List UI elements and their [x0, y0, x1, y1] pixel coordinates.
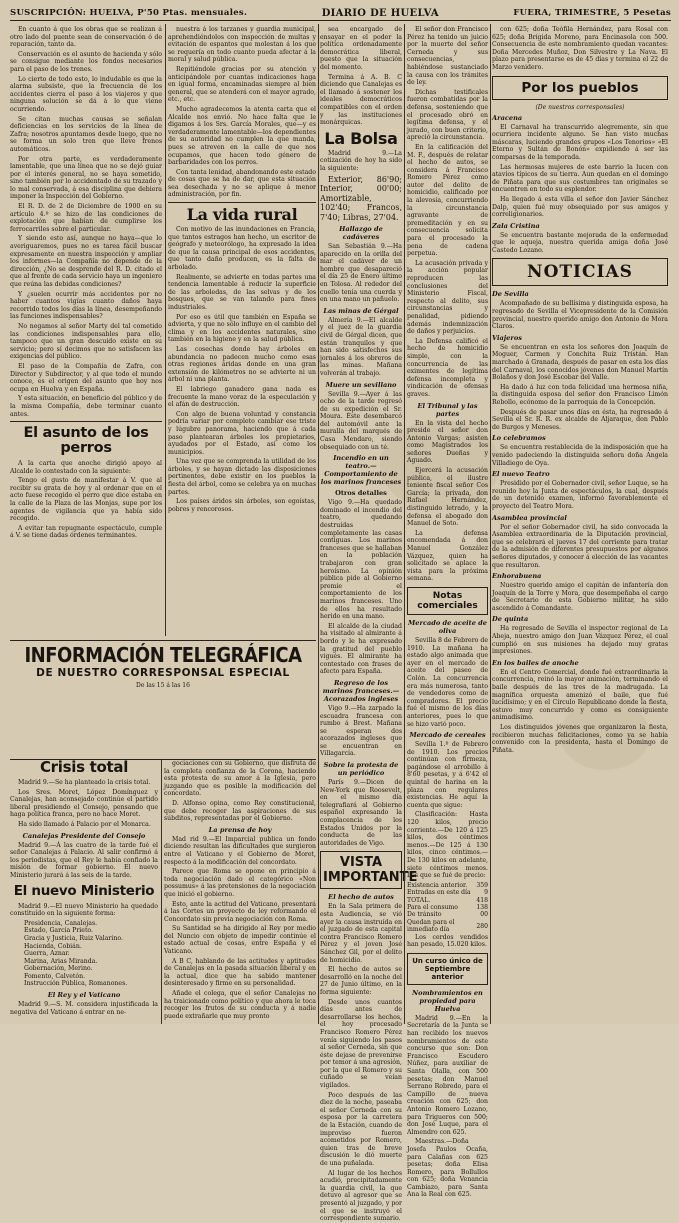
table-cell-value: 280	[476, 922, 488, 930]
news-item	[492, 615, 668, 655]
article-paragraph: Madrid 9.—Á las cuatro de la tarde fué el señor Canalejas á Palacio. Al salir confirmó á los periodistas, que el Rey le había confiado la misión de formar gobierno. El nuevo Ministerio jurará á las seis de la tarde.	[10, 841, 158, 879]
column-rule	[318, 24, 319, 1024]
subhead: Nombramientos en propiedad para Huelva	[412, 988, 483, 1013]
table-cell-label: Entradas en este día	[407, 889, 471, 897]
minister-line: Guerra, Aznar.	[24, 950, 70, 958]
headline-vista-importante: VISTA IMPORTANTE	[320, 851, 402, 889]
article-paragraph: Repitiéndole gracias por su atención y anticipándole por cuantas indicaciones haga en igual forma, encaminadas siempre al bien general, que se atenderá con el mayor agrado, etc., etc.	[168, 65, 316, 104]
article-paragraph: Y esta situación, en beneficio del público y de la misma Compañía, debe terminar cuanto antes.	[10, 395, 162, 418]
article-paragraph: El labriego ganadero gana nada es frecuente la mano voraz de la especulación y el afán de destrucción.	[168, 385, 316, 409]
article-paragraph: El Carnaval ha transcurrido alegremente, sin que ocurriera incidente alguno. Se han visto muchas máscaras, luciendo grandes grupos «Los Tenorios» «El Eterno y Sultán de Bonón» expidiendo á ser las comparsas de la temporada.	[492, 123, 668, 161]
column-4-content	[492, 26, 668, 1022]
news-item-title: Enhorabuena	[492, 572, 542, 581]
table-row	[407, 882, 488, 889]
article-paragraph: El paso de la Compañía de Zafra, con Director y Subdirector, y al que todo el mundo conoce, es el origen del asunto que hoy nos ocupa en Huelva y en España.	[10, 362, 162, 393]
article-paragraph: La Defensa calificó el hecho de homicidio simple, con la concurrencia de las eximentes de legítima defensa incompleta y vindicación de ofensas graves.	[407, 337, 488, 398]
banner-title: INFORMACIÓN TELEGRÁFICA	[24, 643, 302, 667]
news-item	[492, 334, 668, 382]
subhead: Mercado de cereales	[409, 731, 486, 740]
banner-time: De las 15 á las 16	[136, 682, 190, 689]
news-item-title: En los bailes de anoche	[492, 658, 579, 667]
article-paragraph: Dichas testificales fueron combatidas por la defensa, sosteniendo que el procesado obró en legítima defensa, y el jurado, con buen criterio, apreció la circunstancia.	[407, 88, 488, 142]
article-paragraph: Poco después de las diez de la noche, paseaba el señor Cerneda con su esposa por la carretera de la Estación, cuando de improviso fueron acometidos por Romero, quien tras de breve discusión le dió muerte de una puñalada.	[320, 1091, 402, 1167]
news-item	[492, 290, 668, 330]
article-paragraph: El R. D. de 2 de Diciembre de 1900 en su artículo 4.º se hizo de las condiciones de explotación que habían de cumplirse los ferrocarriles sobre el particular.	[10, 203, 162, 233]
subhead: Regreso de los marinos franceses.—Acorazados ingleses	[322, 678, 400, 703]
article-paragraph: En la vista del hecho preside el señor don Antonio Vargas; asisten como Magistrados los señores Dueñas y Aguado.	[407, 419, 488, 465]
minister-line: Gobernación, Merino.	[24, 965, 93, 973]
subhead: La prensa de hoy	[208, 825, 272, 834]
news-item	[492, 470, 668, 510]
subhead: El Tribunal y las partes	[417, 401, 478, 418]
article-paragraph: Madrid 9.—Se ha planteado la crisis total.	[18, 779, 151, 786]
minister-line: Hacienda, Cobián.	[24, 942, 82, 950]
article-paragraph: Una vez que se comprenda la utilidad de los árboles, y se hayan dictado las disposiciones pertinentes, debe existir en los pueblos la fiesta del árbol, como se celebra ya en muchas partes.	[168, 458, 316, 496]
news-item-title: Asamblea provincial	[492, 513, 567, 522]
subhead: Las minas de Gérgal	[323, 306, 399, 315]
headline-notas-comerciales: Notas comerciales	[407, 587, 488, 615]
subhead: Muere un sevillano	[325, 380, 397, 389]
column-telegraph-2	[164, 760, 316, 1022]
article-paragraph: El alcalde de la ciudad ha visitado al almirante á bordo y le ha expresado la gratitud del pueblo vigués. El almirante ha contestado con frases de afecto para España.	[320, 622, 402, 676]
news-item-body: Presidido por el Gobernador civil, señor Luque, se ha reunido hoy la Junta de espectáculos, la cual, después de un detenido examen, informó favorablemente el proyecto del Teatro Mora.	[492, 480, 668, 510]
headline-noticias: NOTICIAS	[492, 258, 668, 286]
article-paragraph: Ha sido llamado á Palacio por el Monarca.	[18, 820, 151, 828]
minister-line: Presidencia, Canalejas.	[24, 919, 98, 927]
subhead: Canalejas Presidente del Consejo	[22, 831, 146, 840]
article-paragraph: Termina á A. B. C diciendo que Canalejas es el llamado á sostener los ideales democráticos compatibles con el orden y las instituciones monárquicas.	[320, 73, 402, 127]
news-item-title: El nuevo Teatro	[492, 470, 550, 479]
column-3	[320, 26, 418, 1223]
article-paragraph: París 9.—Dicen de New-York que Roosevelt, en el mismo día telegrafiará al Gobierno español expresando la complacencia de los Estados Unidos por la conducta de las autoridades de Vigo.	[320, 779, 402, 847]
subscription-local: SUSCRIPCIÓN: HUELVA, P'50 Ptas. mensuales.	[10, 8, 248, 18]
table-cell-value: 9	[484, 889, 488, 897]
news-item	[492, 409, 668, 432]
article-paragraph: A B C, hablando de las actitudes y aptitudes de Canalejas en la pasada situación liberal y en la actual, dice que ha sabido mantener desinteresado y firme en su personalidad.	[164, 957, 316, 988]
news-item	[492, 659, 668, 722]
column-rule	[404, 24, 405, 1024]
table-cell-label: De tránsito	[407, 911, 442, 919]
subhead: Sobre la protesta de un periódico	[323, 761, 399, 778]
article-paragraph: Mad rid 9.—El Imparcial publica un fondo diciendo resultan las dificultades que surgieron entre el Vaticano y el Gobierno de Moret, respecto á la modificación del concordato.	[164, 835, 316, 866]
article-paragraph: Por otra parte, es verdaderamente lamentable, que una línea que no se dejó guiar por el interés general, no se haya sometido, sino también por lo accidentado de su trazado y lo mal conservada, á esa disciplina que debiera imponer la Inspección del Gobierno.	[10, 155, 162, 201]
livestock-table	[407, 882, 488, 934]
masthead-bar	[10, 6, 671, 21]
stock-quote: Exterior, 86'90; Interior, 00'00; Amortizable, 102'40; Francos, 7'40; Libras, 27'04.	[320, 174, 402, 222]
column-telegraph-1	[10, 760, 158, 1022]
headline-bolsa: La Bolsa	[324, 128, 398, 148]
headline-curso-unico: Un curso único de Septiembre anterior	[407, 953, 488, 985]
article-paragraph: Lo cierto de todo esto, lo indudable es que la alarma subsiste, que la frecuencia de los accidentes cierra el paso á los viajeros y que ninguna solución se dá á lo que viene ocurriendo.	[10, 75, 162, 113]
article-paragraph: No negamos al señor Marty del tal cometido las condiciones indispensables para ello, tampoco que un gran descuido existe en su servicio; pero sí decimos que no satisfacen las exigencias del público.	[10, 322, 162, 361]
headline-por-los-pueblos: Por los pueblos	[492, 76, 668, 100]
headline-vida-rural: La vida rural	[186, 205, 298, 225]
news-item-body: Nuestro querido amigo el capitán de infantería don Joaquín de la Torre y Mora, que desempeñaba el cargo de Secretario de esta Gobierno militar, ha sido ascendido á Comandante.	[492, 582, 668, 612]
subhead: Otros detalles	[335, 489, 387, 498]
minister-line: Fomento, Calvetón.	[24, 972, 86, 980]
news-item-title: Viajeros	[492, 333, 522, 342]
article-paragraph: A la carta que anoche dirigió apoyo al Alcalde lo contestado con la siguiente:	[10, 460, 162, 475]
banner-subtitle: DE NUESTRO CORRESPONSAL ESPECIAL	[36, 667, 290, 679]
table-row	[407, 897, 488, 904]
table-cell-label: Existencia anterior.	[407, 881, 468, 889]
article-paragraph: Las cosechas donde hay árboles en abundancia no padecen mucho como esas otras regiones áridas donde en una gran extensión de kilómetros no se advierte ni un árbol ni una planta.	[168, 345, 316, 384]
subhead: Zala Cristina	[492, 221, 540, 230]
table-row	[407, 919, 488, 934]
subhead: Aracena	[492, 113, 523, 122]
table-cell-label: Para el consumo	[407, 904, 458, 911]
article-paragraph: La acusación privada y la acción popular reproducen las conclusiones del Ministerio Fiscal, respecto al delito, sus circunstancias y penalidad, pidiendo además indemnización de daños y perjuicios.	[407, 259, 488, 336]
article-paragraph: Vigo 9.—Ha zarpado la escuadra francesa con rumbo á Brest. Mañana se esperan dos acorazados ingleses que se encuentran en Villagarcía.	[320, 704, 402, 758]
news-item	[492, 384, 668, 407]
article-paragraph: Se citan muchas causas se señalan deficiencias en los servicios de la línea de Zafra; nosotros apuntamos desde luego, que no se forma un solo tren que lleve frenos automáticos.	[10, 115, 162, 153]
article-paragraph: Con algo de buena voluntad y constancia podría variar por completo cambiar ese triste y lúgubre panorama, haciendo que á cada paso plantearan árboles los propietarios, ayudados por el Estado, así como los municipios.	[168, 410, 316, 456]
headline-crisis: Crisis total	[39, 758, 129, 776]
article-paragraph: sea encargado de ensayar en el poder la política ordenadamente democrática liberal, puesto que la situación del momento.	[320, 26, 402, 71]
news-item-body: Por el señor Gobernador civil, ha sido convocada la Asamblea extraordinaria de la Diputación provincial, que se celebrará el jueves 17 del corriente para tratar de la admisión de diferentes presupuestos por algunos señores diputados, y conocer á elección de las vacantes que resultaron.	[492, 523, 668, 569]
news-item-title: De quinta	[492, 615, 529, 624]
table-cell-label: Quedan para el inmediato día	[407, 918, 455, 934]
table-cell-value: 418	[476, 896, 488, 904]
article-paragraph: Madrid 9.—La cotización de hoy ha sido la siguiente:	[320, 149, 402, 172]
newspaper-title: DIARIO DE HUELVA	[321, 7, 439, 19]
article-paragraph: Madrid 9.—En la Secretaría de la Junta se han recibido los nuevos nombramientos de este concurso que son: Don Francisco Escudero Núñez, para auxiliar de Santa Olalla, con 500 pesetas; don Manuel Serrano Robredo, para el Campillo de nueva creación con 625; don Antonio Romero Lozano, para Trigueros con 500; don José Luque, para el Almendro con 625.	[407, 1014, 488, 1136]
table-row	[407, 889, 488, 896]
article-paragraph: San Sebastián 9.—Ha aparecido en la orilla del mar el cadáver de un hombre que desapareció el día 25 de Enero último en Tolosa. Al rededor del cuello tenía una cuerda y en una mano un pañuelo.	[320, 243, 402, 304]
article-paragraph: Maestras.—Doña Josefa Paulos Ocaña, para Calañas con 625 pesetas; doña Elisa Romero, para Bollullos con 625; doña Venancia Cambiazo, para Santa Ana la Real con 625.	[407, 1138, 488, 1199]
subhead: El Rey y el Vaticano	[47, 991, 121, 1000]
article-paragraph: Esto, ante la actitud del Vaticano, presentará á las Cortes un proyecto de ley reformando el Concordato sin previa negociación con Roma.	[164, 900, 316, 923]
article-paragraph: Mucho agradecemos la atenta carta que el Alcalde nos envió. No hace falta que le digamos á los Srs. García Morales, que—y es verdaderamente lamentable—los dependientes de su autoridad no cumplen la que manda, pues se atreven en la calle de que nos ocupamos, que hacen todo género de barbaridades con los perros.	[168, 105, 316, 167]
article-paragraph: Clasificación: Hasta 120 kilos, precio corriente.—De 120 á 125 kilos, dos céntimos menos.—De 125 á 130 kilos, cinco céntimos.—De 130 kilos en adelante, siete céntimos menos. Los que se fué de precio:	[407, 811, 488, 880]
news-item	[492, 724, 668, 754]
article-paragraph: Conservación es el asunto de hacienda y sólo se consigue mediante los fondos necesarios para el paso de los trenes.	[10, 50, 162, 73]
table-cell-value: 138	[476, 904, 488, 911]
article-paragraph: La defensa encomendada á don Manuel González Vázquez, quien ha solicitado se aplace la vista para la próxima semana.	[407, 529, 488, 583]
news-item-body: Ha dado á luz con toda felicidad una hermosa niña, la distinguida esposa del señor don Francisco Limón Rebollo, ecónomo de la parroquia de la Concepción.	[492, 383, 668, 406]
article-paragraph: Se encuentra bastante mejorada de la enfermedad que le aqueja, nuestra querida amiga doña José Castedo Lozano.	[492, 231, 668, 254]
subhead: El hecho de autos	[328, 893, 394, 902]
article-paragraph: Sevilla 8 de Febrero de 1910. La mañana ha estado algo animada que ayer en el mercado de aceite del paseo de Colón. La concurrencia era más numerosa, tanto de vendedores como de compradores. El precio fué el mismo de los días anteriores, pues lo que se hizo varió poco.	[407, 636, 488, 728]
article-paragraph: Y siendo esto así, aunque no haya—que lo averiguaremos, pues no es tarea fácil buscar expresamente en nuestra inspección y ampliar los informes—la Compañía no depende de la dirección, ¿No se desprende del R. D. citado el que al frente de cada servicio haya un ingeniero que reúna las debidas condiciones?	[10, 235, 162, 288]
news-item-title: Lo celebramos	[492, 434, 546, 443]
news-item	[492, 514, 668, 570]
article-paragraph: Sevilla 9.—Ayer á las ocho de la tarde regresó de su expedición el Sr. Moura. Éste desembarcó del automóvil ante la muralla del marqués de Casa Mendaro, siendo obsequiado con un té.	[320, 390, 402, 451]
headline-perros: El asunto de los perros	[23, 425, 149, 457]
article-paragraph: Los cerdos vendidos han pesado, 15.020 kilos.	[407, 933, 488, 949]
column-rule	[490, 24, 491, 1024]
article-paragraph: Con tanta lenidad, abandonando este estado de cosas que se ha de dar, que esta situación sea desechada y no se aplique á menor administración, por fin.	[168, 168, 316, 199]
news-item-body: Acompañado de su bellísima y distinguida esposa, ha regresado de Sevilla el Vicepresidente de la Comisión provincial, nuestro querido amigo don Antonio de Mora Claros.	[492, 300, 668, 331]
article-paragraph: Madrid 9.—S. M. considera injustificada la negativa del Vaticano á entrar en ne-	[10, 1001, 158, 1016]
column-rule	[165, 24, 166, 636]
article-paragraph: En la calificación del M. F., después de relatar el hecho de autos, se considera á Francisco Romero Pérez como autor del delito de homicidio, calificado por la alevosía, concurriendo la circunstancia agravante de premeditación y en su consecuencia solicita para el procesado la pena de cadena perpetua.	[407, 143, 488, 258]
telegraphic-banner	[10, 640, 316, 760]
table-cell-value: 359	[476, 881, 488, 889]
article-paragraph: D. Alfonso opina, como Rey constitucional, que debe recoger las aspiraciones de sus súbditos, representadas por el Gobierno.	[164, 799, 316, 823]
article-paragraph: Las hermosas mujeres de este barrio la lucen con atavíos típicos de su tierra. Aun quedan en el domingo de Piñata para que sus costumbres tan originales se encuentren en todo su esplendor.	[492, 163, 668, 194]
article-paragraph: Ha llegado á esta villa el señor don Javier Sánchez Dalp, quien fué muy obsequiado por sus amigos y correligionarios.	[492, 195, 668, 219]
article-paragraph: Ejercerá la acusación pública, el ilustre teniente fiscal señor Cos García; la privada, don Rafael Hernández, distinguido letrado, y la defensa el abogado don Manuel de Soto.	[407, 467, 488, 528]
column-4a	[492, 26, 668, 1022]
table-row	[407, 904, 488, 911]
article-paragraph: Los Sres. Moret, López Domínguez y Canalejas, han aconsejado continúe el partido liberal presidiendo el Consejo, pensando que haga política franca, pero no hace Moret.	[10, 788, 158, 819]
column-rule	[161, 760, 162, 1024]
column-2	[168, 26, 316, 626]
article-paragraph: Tengo el gusto de manifestar á V. que al recibir su grata de hoy y al ordenar que en el acto fuese recogido el perro que dice estaba en la calle de la Plaza de las Monjas, supe por los agentes de vigilancia que ya había sido recogido.	[10, 477, 162, 523]
subscription-outside: FUERA, TRIMESTRE, 5 Pesetas	[513, 8, 671, 18]
table-row	[407, 911, 488, 918]
minister-line: Estado, García Prieto.	[24, 927, 94, 935]
divider	[168, 202, 316, 203]
article-paragraph: Madrid 9.—El nuevo Ministerio ha quedado constituído en la siguiente forma:	[10, 902, 158, 918]
news-item-body: Ha regresado de Sevilla el inspector regional de La Abeja, nuestro amigo don Juan Vázquez Pérez, el cual cumplió en sus misiones ha dejado muy gratas impresiones.	[492, 625, 668, 656]
article-paragraph: El señor don Francisco Pérez ha tenido un juicio por la muerte del señor Cerneda y sus consecuencias, habiéndose sustanciado la causa con los trámites de ley.	[407, 26, 488, 87]
minister-line: Marina, Arias Miranda.	[24, 957, 98, 965]
subhead: Incendio en un teatro.—Comportamiento de los marinos franceses	[320, 454, 402, 487]
column-1	[10, 26, 162, 626]
news-item-body: Después de pasar unos días en ésta, ha regresado á Sevilla el Sr. R. R. ex alcalde de Aljaraque, don Pablo de Burgos y Meneses.	[492, 408, 668, 431]
article-paragraph: Su Santidad se ha dirigido al Rey por medio del Nuncio con objeto de impedir continúe el estado actual de cosas, entre España y el Vaticano.	[164, 925, 316, 956]
article-paragraph: Por eso es útil que también en España se advierta, y que no sólo influye en el cambio del clima y en los accidentes naturales, sino también en la higiene y en la salud pública.	[168, 313, 316, 344]
news-item-title: De Sevilla	[492, 290, 529, 299]
article-paragraph: Vigo 9.—Ha quedado dominado el incendio del teatro, quedando destruídas completamente las casas contiguas. Los marinos franceses que se hallaban en la población trabajaron con gran heroísmo. La opinión pública pide al Gobierno premie el comportamiento de los marinos franceses. Uno de ellos ha resultado herido en una mano.	[320, 499, 402, 621]
article-paragraph: nuestra á los tarzanes y guardia municipal, aprehendiéndolos con inspección de multas y evitación de espantos que molestan á los que se requería en todo cuanto pueda afectar á la moral y salud pública.	[168, 26, 316, 64]
article-paragraph: Y ¿suelen ocurrir más accidentes por no haber cuantos vigías cuanto daños haya recorrido todos los días la línea, desempeñando las funciones indispensables?	[10, 290, 162, 321]
article-paragraph: En la Sala primera de esta Audiencia, se vió ayer la causa instruída en el juzgado de esta capital contra Francisco Romero Pérez y el joven José Sánchez Gil, por el delito de homicidio.	[320, 903, 402, 964]
article-paragraph: Sevilla 1.º de Febrero de 1910. Los precios continúan con firmeza, pagándose el arrobillo á 8'60 pesetas, y á 6'42 el quintal de harina en la plaza con regulares existencias. He aquí la cuenta que sigue:	[407, 741, 488, 809]
news-item	[492, 434, 668, 467]
headline-ministerio: El nuevo Ministerio	[13, 882, 155, 899]
article-paragraph: con 625; doña Teófila Hernández, para Rosal con 625; doña Brígida Moreno, para Encinasola con 500. Consecuencia de este nombramiento quedan vacantes: Doña Mercedes Muñoz, Don Silvestre y La Nava. El plazo para presentarse es de 45 días y termina el 22 de Marzo venidero.	[492, 26, 668, 71]
article-paragraph: El hecho de autos se desarrolló en la noche del 27 de Junio último, en la forma siguiente:	[320, 966, 402, 996]
article-paragraph: Almería 9.—El alcalde y el juez de la guardia civil de Gérgal dicen, que están tranquilos y que han sido satisfechos sus jornales á los obreros de las minas. Mañana volverán al trabajo.	[320, 316, 402, 377]
subhead: Mercado de aceite de oliva	[408, 618, 487, 635]
news-item-body: Los distinguidos jóvenes que organizaron la fiesta, recibieron muchas felicitaciones, como ya se había convenido con la presidenta, hasta el Domingo de Piñata.	[492, 724, 668, 754]
table-cell-value: 00	[480, 911, 488, 919]
news-item-body: En el Centro Comercial, donde fué extraordinaria la concurrencia, reinó la mayor animación, terminando el baile después de las tres de la madrugada. La magnífica orquesta amenizó el baile, que fué lucidísimo; y en el Círculo Republicano donde la fiesta, estuvo muy concurrido y como es consiguiente animadísimo.	[492, 668, 668, 722]
column-4-inner	[492, 26, 668, 754]
article-paragraph: Parece que Roma se opone en principio á toda negociación dado el categórico «Non possumus» á las pretensiones de la negociación que inició el gobierno.	[164, 868, 316, 898]
news-item	[492, 572, 668, 612]
article-paragraph: Desde unos cuantos días antes de desarrollarse los hechos, el hoy procesado Francisco Romero Pérez venía siguiendo los pasos al señor Cerneda, sin que éste dejase de prevenirse por temor á una agresión, por la que el Romero y su cuñado se veían vigilados.	[320, 998, 402, 1090]
news-item-body: Se encuentra restablecida de la indisposición que ha venido padeciendo la distinguida señora doña Angela Villadiego de Oya.	[492, 444, 668, 467]
minister-line: Instrucción Pública, Romanones.	[24, 980, 128, 988]
article-paragraph: gociaciones con su Gobierno, que disfruta de la completa confianza de la Corona, haciendo esta protesta de su amor á la Iglesia, pero juzgando que es posible la modificación del concordato.	[164, 760, 316, 798]
article-paragraph: Añade el colega, que el señor Canalejas no ha traicionado como político y que ahora le toca recoger los frutos de su conducta y á nadie puede extrañarle que muy pronto	[164, 990, 316, 1020]
table-cell-label: TOTAL.	[407, 896, 431, 904]
subheading-correspondents: (De nuestros corresponsales)	[535, 103, 625, 111]
article-paragraph: Al lugar de los hechos acudió, precipitadamente la guardia civil, la que detuvo al agresor que se presentó al juzgado, y por el que se instruyó el correspondiente sumario.	[320, 1169, 402, 1223]
subhead: Hallazgo de cadáveres	[339, 225, 383, 241]
column-commerce	[407, 26, 488, 1199]
news-item-body: Se encuentran en esta los señores don Joaquín de Moguer, Carmen y Conchita Ruiz Tristán. Han marchado á Granada, después de pasar en esta los días del Carnaval, los conocidos jóvenes don Manuel Martín Bolaños y don José Escobar del Valle.	[492, 343, 668, 382]
article-paragraph: Con motivo de las inundaciones en Francia, que tantos estragos han hecho, un escritor de geógrafo y meteorólogo, ha expresado la idea de que la causa principal de esos accidentes, que tanto daño producen, es la falta de arbolado.	[168, 226, 316, 272]
article-paragraph: En cuanto á que los obras que se realizan á otro lado del puente sean de conservación ó de reparación, tanto da.	[10, 26, 162, 49]
article-paragraph: Realmente, se advierte en todas partes una tendencia lamentable á reducir la superficie de las arboledas, de las selvas y de los bosques, que se van talando para fines industriales.	[168, 273, 316, 311]
minister-line: Gracia y Justicia, Ruiz Valarino.	[24, 934, 123, 942]
article-paragraph: Los países áridos sin árboles, son egoístas, pobres y rencorosos.	[168, 498, 316, 513]
article-paragraph: A evitar tan repugnante espectáculo, cumple á V. se tiene dadas órdenes terminantes.	[10, 524, 162, 540]
divider	[10, 421, 162, 422]
